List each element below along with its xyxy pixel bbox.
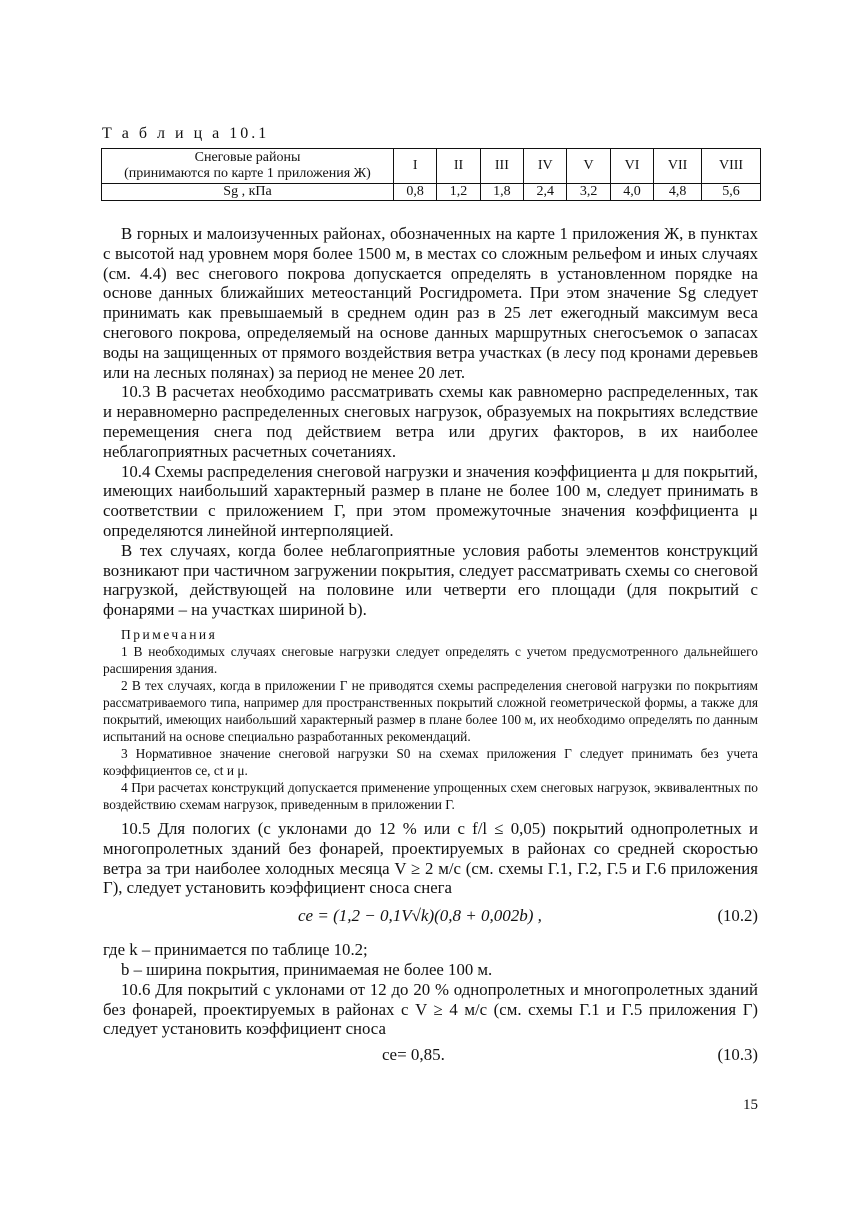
region-cell: II bbox=[437, 149, 480, 184]
formula-10-2 bbox=[103, 898, 758, 940]
value-cell: 1,8 bbox=[480, 184, 523, 201]
value-cell: 1,2 bbox=[437, 184, 480, 201]
value-cell: 2,4 bbox=[524, 184, 567, 201]
region-cell: I bbox=[394, 149, 437, 184]
table-values-row bbox=[102, 184, 761, 201]
formula-10-3-expression: ce= 0,85. bbox=[382, 1045, 445, 1065]
table-head-cell bbox=[102, 149, 394, 184]
region-cell: VIII bbox=[702, 149, 761, 184]
formula-10-3-number: (10.3) bbox=[717, 1045, 758, 1065]
value-cell: 3,2 bbox=[567, 184, 610, 201]
value-cell: 4,8 bbox=[654, 184, 702, 201]
paragraph-partial-loading: В тех случаях, когда более неблагоприятные условия работы элементов конструкций возникают при частичном загружении покрытия, следует рассматривать схемы со снеговой нагрузкой, действующей на половине или четверти его площади (для покрытий с фонарями – на участках шириной b). bbox=[103, 540, 758, 620]
value-cell: 0,8 bbox=[394, 184, 437, 201]
main-text bbox=[103, 224, 758, 620]
formula-10-2-expression: ce = (1,2 − 0,1V√k)(0,8 + 0,002b) , bbox=[298, 906, 542, 926]
note-2: 2 В тех случаях, когда в приложении Г не приводятся схемы распределения снеговой нагрузки по покрытиям рассматриваемого типа, например для пространственных покрытий сложной геометрической формы, а также для покрытий, имеющих наибольший характерный размер в плане более 100 м, их необходимо определять по данным испытаний на основе специально разработанных рекомендаций. bbox=[103, 678, 758, 744]
formula-10-3 bbox=[103, 1039, 758, 1075]
note-4: 4 При расчетах конструкций допускается применение упрощенных схем снеговых нагрузок, эквивалентных по воздействию схемам нагрузок, приведенным в приложении Г. bbox=[103, 780, 758, 812]
notes-block bbox=[103, 626, 758, 813]
value-cell: 5,6 bbox=[702, 184, 761, 201]
note-3: 3 Нормативное значение снеговой нагрузки S0 на схемах приложения Г следует принимать без учета коэффициентов ce, ct и μ. bbox=[103, 746, 758, 778]
region-cell: IV bbox=[524, 149, 567, 184]
where-b: b – ширина покрытия, принимаемая не более 100 м. bbox=[121, 959, 493, 979]
paragraph-10-4: 10.4 Схемы распределения снеговой нагрузки и значения коэффициента μ для покрытий, имеющих наибольший характерный размер в плане не более 100 м, следует принимать в соответствии с приложением Г, при этом промежуточные значения коэффициента μ определяются линейной интерполяцией. bbox=[103, 461, 758, 540]
paragraph-10-5: 10.5 Для пологих (с уклонами до 12 % или с f/l ≤ 0,05) покрытий однопролетных и многопролетных зданий без фонарей, проектируемых в районах со средней скоростью ветра за три наиболее холодных месяца V ≥ 2 м/с (см. схемы Г.1, Г.2, Г.5 и Г.6 приложения Г), следует установить коэффициент сноса снега bbox=[103, 819, 758, 898]
table-caption: Т а б л и ц а 10.1 bbox=[102, 125, 270, 142]
value-cell: 4,0 bbox=[610, 184, 653, 201]
head-label-line1: Снеговые районы bbox=[194, 150, 301, 165]
page-number: 15 bbox=[743, 1097, 758, 1113]
region-cell: VII bbox=[654, 149, 702, 184]
paragraph-mountain-regions: В горных и малоизученных районах, обозначенных на карте 1 приложения Ж, в пунктах с высотой над уровнем моря более 1500 м, в местах со сложным рельефом и иных случаях (см. 4.4) вес снегового покрова допускается определять в установленном порядке на основе данных ближайших метеостанций Росгидромета. При этом значение Sg следует принимать как превышаемый в среднем один раз в 25 лет ежегодный максимум веса снегового покрова, определяемый на основе данных маршрутных снегосъемок о запасах воды на защищенных от прямого воздействия ветра участках (в лесу под кронами деревьев или на лесных полянах) за период не менее 20 лет. bbox=[103, 224, 758, 382]
row2-label: Sg , кПа bbox=[102, 184, 394, 201]
paragraph-10-6: 10.6 Для покрытий с уклонами от 12 до 20 % однопролетных и многопролетных зданий без фонарей, проектируемых в районах с V ≥ 4 м/с (см. схемы Г.1 и Г.5 приложения Г) следует установить коэффициент сноса bbox=[103, 979, 758, 1039]
snow-load-table bbox=[101, 148, 761, 201]
notes-header: Примечания bbox=[121, 627, 218, 642]
region-cell: VI bbox=[610, 149, 653, 184]
lower-text bbox=[103, 819, 758, 1075]
note-1: 1 В необходимых случаях снеговые нагрузки следует определять с учетом предусмотренного дальнейшего расширения здания. bbox=[103, 644, 758, 676]
formula-10-2-number: (10.2) bbox=[717, 906, 758, 926]
region-cell: V bbox=[567, 149, 610, 184]
head-label-line2: (принимаются по карте 1 приложения Ж) bbox=[124, 166, 371, 181]
where-k: где k – принимается по таблице 10.2; bbox=[103, 940, 368, 960]
paragraph-10-3: 10.3 В расчетах необходимо рассматривать схемы как равномерно распределенных, так и неравномерно распределенных снеговых нагрузок, образуемых на покрытиях вследствие перемещения снега под действием ветра или других факторов, в их наиболее неблагоприятных расчетных сочетаниях. bbox=[103, 382, 758, 461]
region-cell: III bbox=[480, 149, 523, 184]
table-header-row bbox=[102, 149, 761, 184]
